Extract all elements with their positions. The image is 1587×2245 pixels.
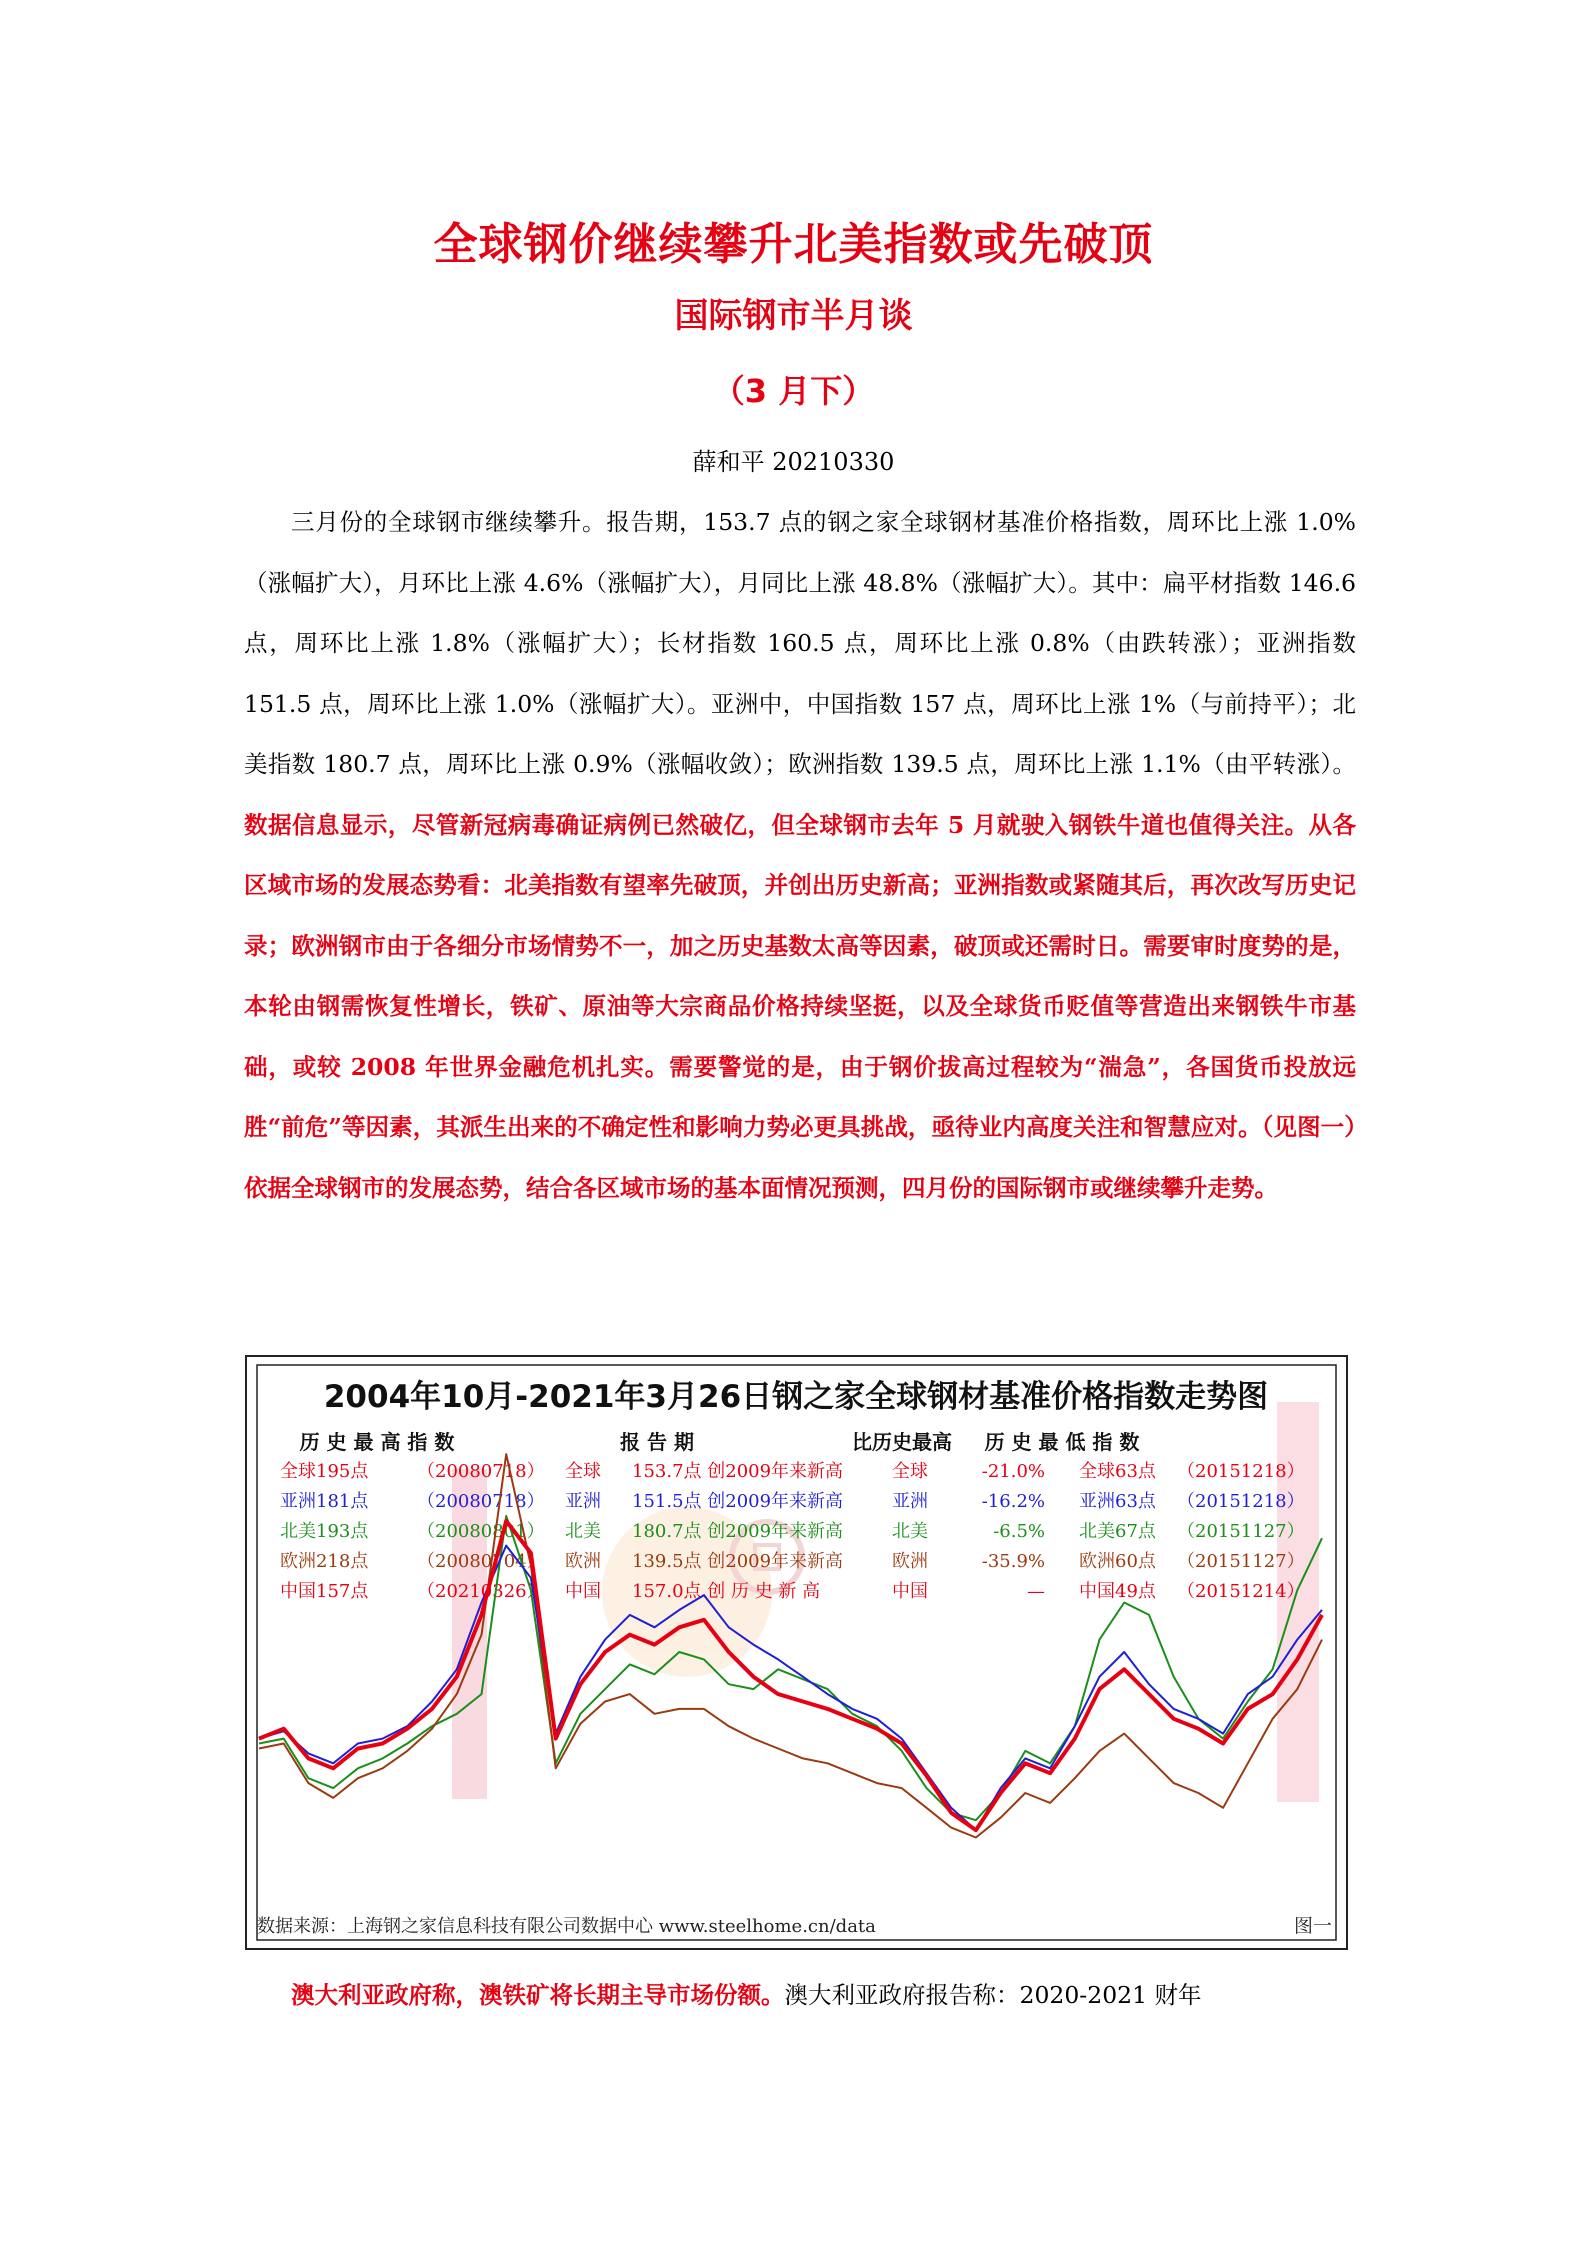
table-header: 比历史最高 (852, 1430, 952, 1454)
paragraph-1 (244, 492, 1356, 1218)
row-high-date: （20080801） (417, 1521, 545, 1542)
row-high-date: （20210326） (417, 1581, 545, 1602)
row-vs-region: 欧洲 (892, 1551, 928, 1572)
article-subtitle: 国际钢市半月谈 (674, 296, 913, 336)
row-low: 欧洲60点 (1079, 1551, 1156, 1572)
row-high-date: （20080718） (417, 1461, 545, 1482)
row-report: 151.5点 创2009年来新高 (632, 1491, 844, 1512)
chart-title: 2004年10月-2021年3月26日钢之家全球钢材基准价格指数走势图 (323, 1379, 1269, 1415)
row-low: 北美67点 (1079, 1521, 1156, 1542)
row-vs-region: 亚洲 (892, 1491, 928, 1512)
row-vs-high: -16.2% (981, 1491, 1045, 1512)
row-vs-region: 中国 (892, 1581, 928, 1602)
row-region: 中国 (565, 1581, 601, 1602)
row-vs-high: -21.0% (981, 1461, 1045, 1482)
row-low-date: （20151127） (1177, 1551, 1305, 1572)
row-vs-region: 全球 (892, 1461, 928, 1482)
paragraph-1-highlight: 数据信息显示，尽管新冠病毒确证病例已然破亿，但全球钢市去年 5 月就驶入钢铁牛道也值得关注。从各区域市场的发展态势看：北美指数有望率先破顶，并创出历史新高；亚洲指数或紧随其后，再次改写历史记录；欧洲钢市由于各细分市场情势不一，加之历史基数太高等因素，破顶或还需时日。需要审时度势的是，本轮由钢需恢复性增长，铁矿、原油等大宗商品价格持续坚挺，以及全球货币贬值等营造出来钢铁牛市基础，或较 2008 年世界金融危机扎实。需要警觉的是，由于钢价拔高过程较为“湍急”，各国货币投放远胜“前危”等因素，其派生出来的不确定性和影响力势必更具挑战，亟待业内高度关注和智慧应对。（见图一）依据全球钢市的发展态势，结合各区域市场的基本面情况预测，四月份的国际钢市或继续攀升走势。 (244, 810, 1356, 1202)
row-report: 180.7点 创2009年来新高 (632, 1521, 844, 1542)
byline: 薛和平 20210330 (692, 448, 895, 476)
row-region: 欧洲 (565, 1551, 601, 1572)
row-low-date: （20151127） (1177, 1521, 1305, 1542)
row-low-date: （20151218） (1177, 1461, 1305, 1482)
index-chart (245, 1355, 1348, 1950)
article-body (244, 492, 1356, 1218)
row-region: 全球 (565, 1461, 601, 1482)
row-vs-high: -35.9% (981, 1551, 1045, 1572)
table-header: 历 史 最 高 指 数 (299, 1430, 455, 1454)
paragraph-2 (244, 1975, 1356, 2015)
row-high: 中国157点 (280, 1581, 369, 1602)
row-vs-high: -6.5% (993, 1521, 1045, 1542)
row-low: 中国49点 (1079, 1581, 1156, 1602)
chart-source: 数据来源：上海钢之家信息科技有限公司数据中心 www.steelhome.cn/data (257, 1916, 876, 1937)
row-low-date: （20151214） (1177, 1581, 1305, 1602)
row-report: 157.0点 创 历 史 新 高 (632, 1581, 821, 1602)
article-title: 全球钢价继续攀升北美指数或先破顶 (433, 219, 1154, 270)
paragraph-2-highlight: 澳大利亚政府称，澳铁矿将长期主导市场份额。 (291, 1981, 785, 2009)
article-period: （3 月下） (712, 372, 875, 410)
table-header: 历 史 最 低 指 数 (984, 1430, 1140, 1454)
row-report: 153.7点 创2009年来新高 (632, 1461, 844, 1482)
row-low: 全球63点 (1079, 1461, 1156, 1482)
row-report: 139.5点 创2009年来新高 (632, 1551, 844, 1572)
row-region: 北美 (565, 1521, 601, 1542)
paragraph-1-normal: 三月份的全球钢市继续攀升。报告期，153.7 点的钢之家全球钢材基准价格指数，周环比上涨 1.0%（涨幅扩大），月环比上涨 4.6%（涨幅扩大），月同比上涨 48.8%（涨幅扩大）。其中：扁平材指数 146.6 点，周环比上涨 1.8%（涨幅扩大）；长材指数 160.5 点，周环比上涨 0.8%（由跌转涨）；亚洲指数 151.5 点，周环比上涨 1.0%（涨幅扩大）。亚洲中，中国指数 157 点，周环比上涨 1%（与前持平）；北美指数 180.7 点，周环比上涨 0.9%（涨幅收敛）；欧洲指数 139.5 点，周环比上涨 1.1%（由平转涨）。 (244, 508, 1356, 778)
row-region: 亚洲 (565, 1491, 601, 1512)
paragraph-2-normal: 澳大利亚政府报告称：2020-2021 财年 (784, 1981, 1202, 2009)
row-low: 亚洲63点 (1079, 1491, 1156, 1512)
row-high: 亚洲181点 (280, 1491, 369, 1512)
row-high: 北美193点 (280, 1521, 369, 1542)
table-header: 报 告 期 (620, 1430, 694, 1454)
index-chart-svg (247, 1357, 1346, 1948)
figure-label: 图一 (1293, 1915, 1332, 1937)
row-vs-high: — (1027, 1581, 1045, 1602)
row-high-date: （20080704） (417, 1551, 545, 1572)
row-high: 全球195点 (280, 1461, 369, 1482)
row-high: 欧洲218点 (280, 1551, 369, 1572)
row-low-date: （20151218） (1177, 1491, 1305, 1512)
row-vs-region: 北美 (892, 1521, 928, 1542)
row-high-date: （20080718） (417, 1491, 545, 1512)
